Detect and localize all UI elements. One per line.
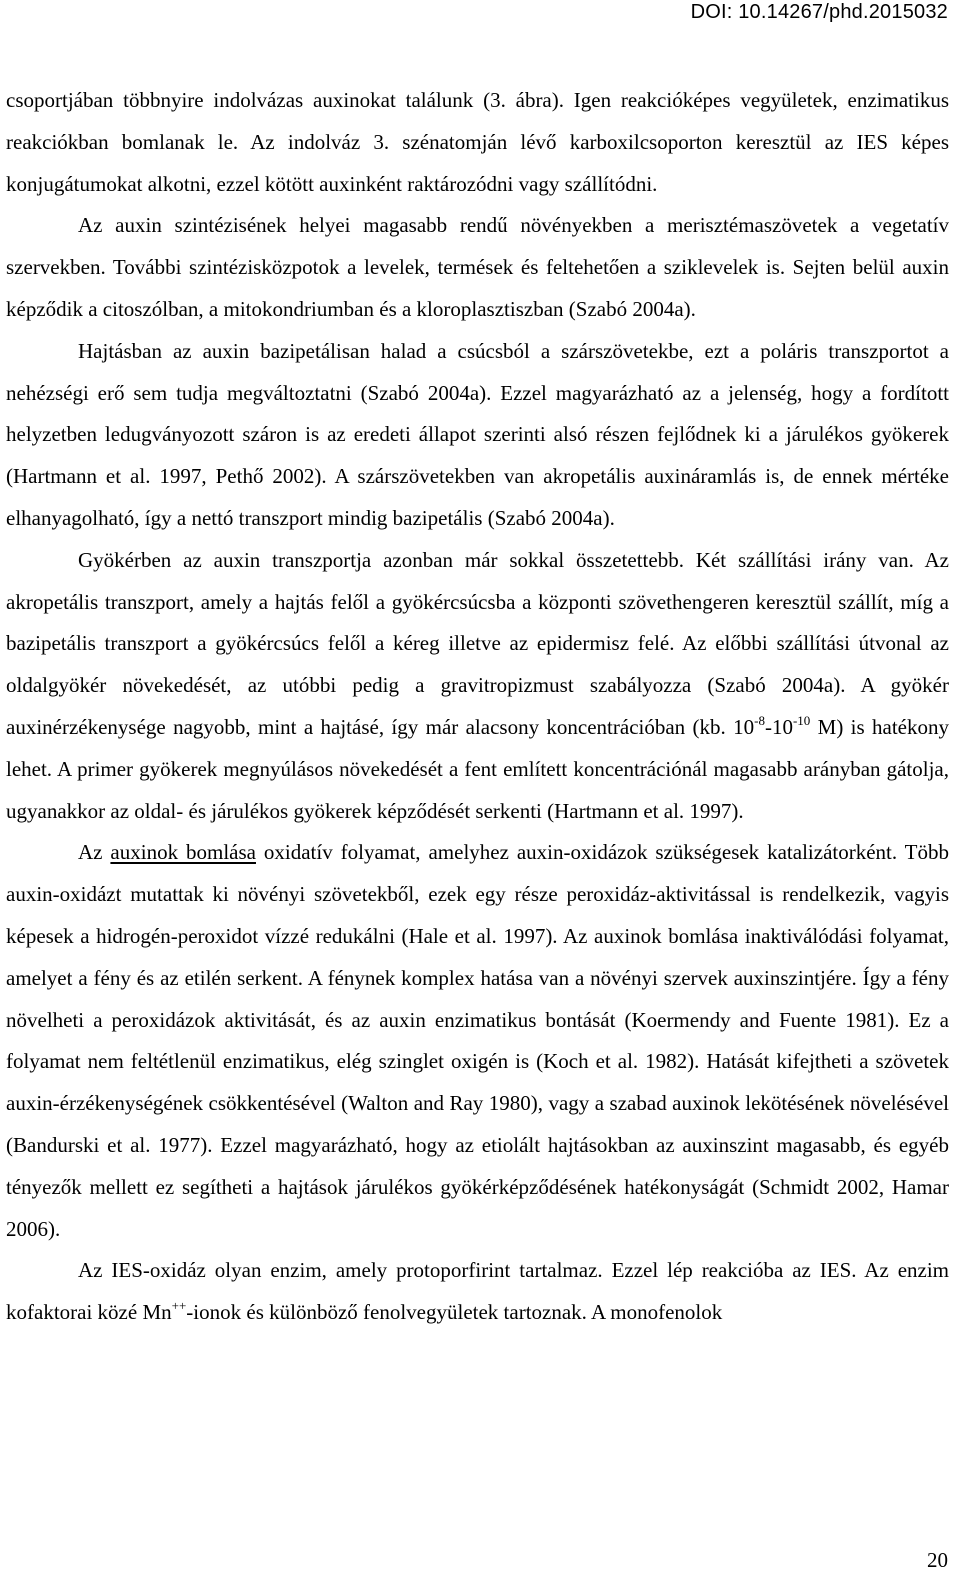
doi-header: DOI: 10.14267/phd.2015032 — [690, 1, 948, 23]
paragraph-2: Az auxin szintézisének helyei magasabb rendű növényekben a merisztémaszövetek a vegetatív szervekben. További szintézisközpotok a levelek, termések és feltehetően a sziklevelek is. Sejten belül auxin képződik a citoszólban, a mitokondriumban és a kloroplasztiszban (Szabó 2004a). — [6, 213, 949, 321]
page-number: 20 — [927, 1548, 948, 1572]
superscript-ion-charge: ++ — [171, 1298, 187, 1314]
superscript-exponent-1: -8 — [754, 712, 765, 728]
paragraph-3: Hajtásban az auxin bazipetálisan halad a csúcsból a szárszövetekbe, ezt a poláris transzportot a nehézségi erő sem tudja megváltoztatni (Szabó 2004a). Ezzel magyarázható az a jelenség, hogy a fordított helyzetben ledugványozott száron is az eredeti állapot szerinti alsó részen fejlődnek ki a járulékos gyökerek (Hartmann et al. 1997, Pethő 2002). A szárszövetekben van akropetális auxináramlás is, de ennek mértéke elhanyagolható, így a nettó transzport mindig bazipetális (Szabó 2004a). — [6, 338, 949, 530]
paragraph-6-text-1: Az IES-oxidáz olyan enzim, amely protoporfirint tartalmaz. Ezzel lép reakcióba az IES. Az enzim kofaktorai közé Mn — [6, 1258, 949, 1325]
superscript-exponent-2: -10 — [792, 712, 811, 728]
underlined-term-auxinok-bomlasa: auxinok bomlása — [110, 840, 256, 865]
paragraph-4-text-1: Gyökérben az auxin transzportja azonban már sokkal összetettebb. Két szállítási irány van. Az akropetális transzport, amely a hajtás felől a gyökércsúcsba a központi szövethengeren keresztül szállít, míg a bazipetális transzport a gyökércsúcs felől a kéreg illetve az epidermisz felé. Az előbbi szállítási útvonal az oldalgyökér növekedését, az utóbbi pedig a gravitropizmust szabályozza (Szabó 2004a). A gyökér auxinérzékenysége nagyobb, mint a hajtásé, így már alacsony koncentrációban (kb. 10 — [6, 547, 949, 739]
paragraph-1: csoportjában többnyire indolvázas auxinokat találunk (3. ábra). Igen reakcióképes vegyületek, enzimatikus reakciókban bomlanak le. Az indolváz 3. szénatomján lévő karboxilcsoporton keresztül az IES képes konjugátumokat alkotni, ezzel kötött auxinként raktározódni vagy szállítódni. — [6, 88, 949, 196]
paragraph-5-text-1: Az — [78, 840, 111, 865]
paragraph-5-text-2: oxidatív folyamat, amelyhez auxin-oxidázok szükségesek katalizátorként. Több auxin-oxidázt mutattak ki növényi szövetekből, ezek egy része peroxidáz-aktivitással is rendelkezik, vagyis képesek a hidrogén-peroxidot vízzé redukálni (Hale et al. 1997). Az auxinok bomlása inaktiválódási folyamat, amelyet a fény és az etilén serkent. A fénynek komplex hatása van a növényi szervek auxinszintjére. Így a fény növelheti a peroxidázok aktivitását, és az auxin enzimatikus bontását (Koermendy and Fuente 1981). Ez a folyamat nem feltétlenül enzimatikus, elég szinglet oxigén is (Koch et al. 1982). Hatását kifejtheti a szövetek auxin-érzékenységének csökkentésével (Walton and Ray 1980), vagy a szabad auxinok lekötésének növelésével (Bandurski et al. 1977). Ezzel magyarázható, hogy az etiolált hajtásokban az auxinszint magasabb, és egyéb tényezők mellett ez segítheti a hajtások járulékos gyökérképződésének hatékonyságát (Schmidt 2002, Hamar 2006). — [6, 840, 949, 1241]
paragraph-4-text-3: M) is hatékony lehet. A primer gyökerek megnyúlásos növekedését a fent említett koncentrációnál magasabb arányban gátolja, ugyanakkor az oldal- és járulékos gyökerek képződését serkenti (Hartmann et al. 1997). — [6, 714, 949, 823]
paragraph-6-text-2: -ionok és különböző fenolvegyületek tartoznak. A monofenolok — [186, 1300, 723, 1325]
paragraph-4-text-2: -10 — [764, 714, 793, 739]
document-body — [6, 80, 949, 1334]
paragraph-5 — [6, 832, 949, 1250]
paragraph-4 — [6, 540, 949, 833]
paragraph-6 — [6, 1250, 949, 1334]
